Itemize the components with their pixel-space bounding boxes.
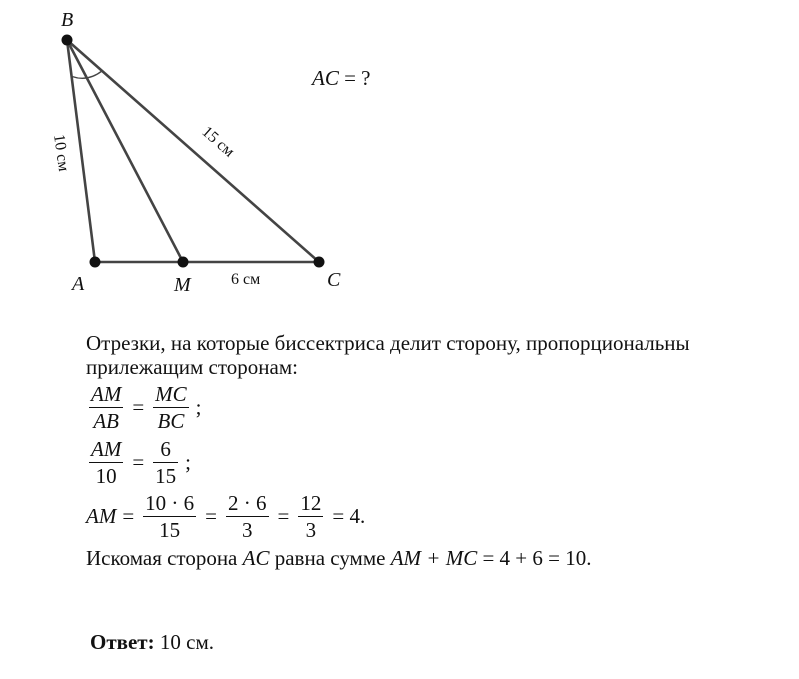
equation-1 [86,381,202,434]
fraction-numerator: MC [155,382,187,406]
triangle-figure [0,0,799,320]
final-prefix: Искомая сторона [86,546,238,570]
fraction-numerator: AM [91,437,122,461]
angle-arc-b [73,71,103,79]
label-c: C [327,269,341,291]
point-a [90,257,101,268]
solution-intro-line2: прилежащим сторонам: [86,355,298,379]
fraction [153,436,178,489]
fraction-denominator: 10 [95,464,117,488]
fraction-denominator: 3 [305,518,317,542]
point-m [178,257,189,268]
solution-intro-line1: Отрезки, на которые биссектриса делит сторону, пропорциональны [86,331,690,355]
answer-value: 10 см. [159,630,214,654]
fraction [298,490,323,543]
question-rhs: = ? [344,66,371,90]
final-expr: AM + MC [390,546,478,570]
equals-sign: = [122,504,135,528]
equals-sign: = [205,504,218,528]
fraction [143,490,196,543]
final-value: = 4 + 6 = 10. [482,546,592,570]
side-ab [67,40,95,262]
solution-final-line [86,546,591,570]
answer-label: Ответ: [90,630,155,654]
fraction-denominator: 15 [155,464,177,488]
equation-3 [86,490,365,543]
equation-lhs: AM [86,504,117,528]
side-bc [67,40,319,262]
equation-result: = 4. [332,504,366,528]
equals-sign: = [277,504,290,528]
fraction-denominator: BC [157,409,185,433]
fraction-numerator: AM [91,382,122,406]
fraction-numerator: 6 [153,436,178,463]
length-mc: 6 см [231,271,261,288]
semicolon: ; [195,395,202,419]
point-b [62,35,73,46]
equals-sign: = [132,450,145,474]
fraction-denominator: 3 [242,518,253,542]
final-middle: равна сумме [274,546,386,570]
length-ab: 10 см [50,133,73,173]
fraction [153,381,189,434]
bisector-bm [67,40,183,262]
fraction-numerator: 2 · 6 [228,491,267,515]
question-lhs: AC [312,66,339,90]
fraction [226,490,269,543]
fraction-denominator: 15 [159,518,181,542]
label-m: M [174,274,191,296]
fraction [89,381,123,434]
answer-line [90,630,214,655]
label-a: A [72,273,85,295]
final-var: AC [242,546,270,570]
semicolon: ; [185,450,192,474]
equation-2 [86,436,191,489]
equals-sign: = [132,395,145,419]
fraction [89,436,123,489]
label-b: B [61,9,74,31]
fraction-denominator: AB [93,409,119,433]
fraction-numerator: 10 · 6 [145,491,195,515]
question [312,66,371,91]
length-bc: 15 см [198,123,238,161]
fraction-numerator: 12 [300,491,322,515]
point-c [314,257,325,268]
